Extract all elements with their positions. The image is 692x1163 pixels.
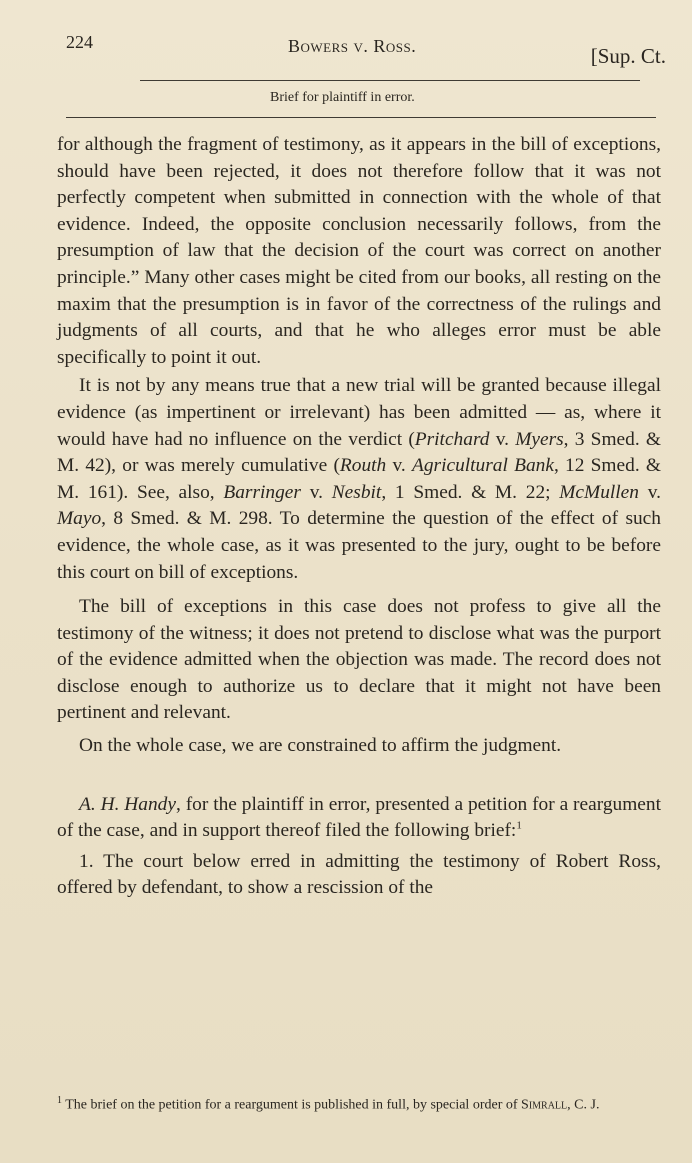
paragraph-2	[57, 373, 661, 586]
paragraph-6: 1. The court below erred in admitting the testimony of Robert Ross, offered by defendant, to show a rescission of the	[57, 850, 661, 899]
footnote	[57, 1092, 661, 1114]
page-header	[66, 30, 666, 70]
paragraph-2-text: v.	[638, 481, 661, 503]
footnote-name: Simrall	[521, 1097, 568, 1113]
paragraph-2-text: , 3 Smed. & M. 42), or was merely cumulative (	[57, 428, 661, 477]
footnote-marker: 1	[57, 1095, 62, 1106]
case-name: Agricultural Bank	[412, 455, 554, 477]
case-name: Mayo	[57, 508, 102, 530]
paragraph-2-text: v.	[489, 428, 516, 450]
footnote-reference: 1	[516, 819, 522, 832]
header-rule-bottom	[66, 117, 656, 118]
section-subheading: Brief for plaintiff in error.	[270, 90, 415, 105]
case-name: Pritchard	[414, 428, 490, 450]
footnote-suffix: , C. J.	[567, 1097, 600, 1113]
paragraph-2-text: , 8 Smed. & M. 298. To determine the question of the effect of such evidence, the whole case, as it was presented to the jury, ought to be before this court on bill of exceptions.	[57, 508, 661, 583]
court-designation: [Sup. Ct.	[590, 44, 666, 68]
paragraph-1: for although the fragment of testimony, as it appears in the bill of exceptions, should have been rejected, it does not therefore follow that it was not perfectly competent when submitted in connection with the whole of that evidence. Indeed, the opposite conclusion necessarily follows, from the presumption of law that the decision of the court was correct on another principle.” Many other cases might be cited from our books, all resting on the maxim that the presumption is in favor of the correctness of the rulings and judgments of all courts, and that he who alleges error must be able specifically to point it out.	[57, 134, 661, 368]
paragraph-2-text: v.	[300, 481, 332, 503]
case-name: Routh	[339, 455, 387, 477]
header-rule-top	[140, 80, 640, 81]
paragraph-2-text: v.	[386, 455, 412, 477]
case-name: Nesbit	[331, 481, 382, 503]
paragraph-5-text: , for the plaintiff in error, presented a petition for a reargument of the case, and in support thereof filed the following brief:	[57, 793, 661, 842]
body-text	[57, 132, 661, 902]
paragraph-2-text: , 1 Smed. & M. 22;	[381, 481, 560, 503]
footnote-text: The brief on the petition for a reargument is published in full, by special order of	[62, 1097, 522, 1113]
running-title: Bowers v. Ross.	[288, 36, 417, 56]
page-number: 224	[66, 32, 93, 52]
paragraph-2-text: , 12 Smed. & M. 161). See, also,	[57, 455, 661, 503]
case-name: McMullen	[559, 481, 639, 503]
paragraph-4: On the whole case, we are constrained to affirm the judgment.	[79, 735, 562, 757]
paragraph-2-text: It is not by any means true that a new trial will be granted because illegal evidence (as impertinent or irrelevant) has been admitted — as, where it would have had no influence on the verdict (	[57, 375, 661, 450]
paragraph-5	[57, 792, 661, 845]
counsel-name: A. H. Handy	[79, 793, 176, 815]
case-name: Barringer	[223, 481, 301, 503]
paragraph-3: The bill of exceptions in this case does not profess to give all the testimony of the witness; it does not pretend to disclose what was the purport of the evidence admitted when the objection was made. The record does not disclose enough to authorize us to declare that it might not have been pertinent and relevant.	[57, 596, 661, 724]
case-name: Myers	[515, 428, 564, 450]
